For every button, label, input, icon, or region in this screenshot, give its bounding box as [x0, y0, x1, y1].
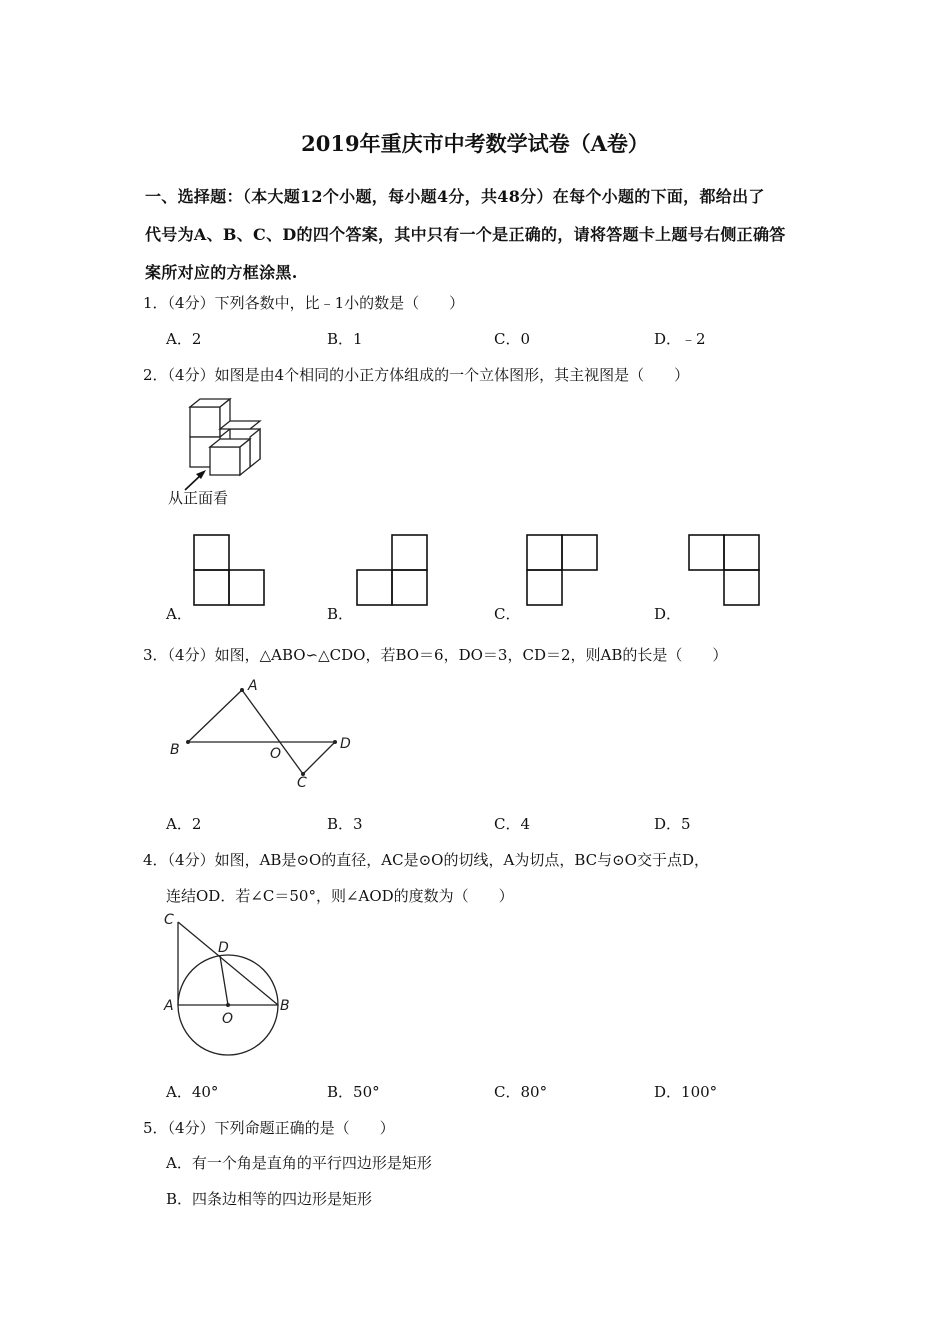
question-4-stem-line2: 连结OD．若∠C＝50°，则∠AOD的度数为（ ） — [166, 887, 514, 905]
page-title: 2019年重庆市中考数学试卷（A卷） — [301, 131, 649, 156]
section-instructions-line2: 代号为A、B、C、D的四个答案，其中只有一个是正确的，请将答题卡上题号右侧正确答 — [145, 225, 786, 244]
q2-option-a: A． — [166, 605, 192, 623]
q3-option-c: C．4 — [494, 815, 531, 833]
question-1-stem: 1．（4分）下列各数中，比﹣1小的数是（ ） — [143, 294, 465, 312]
q2-option-d: D． — [654, 605, 682, 623]
q3-label-d: D — [340, 736, 351, 752]
q4-label-d: D — [218, 940, 229, 956]
q4-option-a: A．40° — [166, 1083, 219, 1101]
q3-triangle-figure — [160, 672, 360, 792]
q2-3d-cube-figure — [160, 395, 270, 477]
q3-label-c: C — [297, 775, 307, 791]
q4-option-d: D．100° — [654, 1083, 718, 1101]
q4-label-o: O — [222, 1011, 234, 1027]
q2-option-b: B． — [327, 605, 354, 623]
q4-circle-figure — [160, 910, 300, 1060]
q4-label-c: C — [164, 912, 174, 928]
question-2-stem: 2．（4分）如图是由4个相同的小正方体组成的一个立体图形，其主视图是（ ） — [143, 366, 690, 384]
q4-option-b: B．50° — [327, 1083, 380, 1101]
q5-option-a: A．有一个角是直角的平行四边形是矩形 — [166, 1154, 432, 1172]
q3-option-d: D．5 — [654, 815, 691, 833]
q3-label-o: O — [270, 746, 282, 762]
question-3-stem: 3．（4分）如图，△ABO∽△CDO，若BO＝6，DO＝3，CD＝2，则AB的长是（ ） — [143, 646, 728, 664]
q3-option-b: B．3 — [327, 815, 363, 833]
q3-label-b: B — [170, 742, 180, 758]
q1-option-d: D．﹣2 — [654, 330, 706, 348]
q4-option-c: C．80° — [494, 1083, 548, 1101]
section-instructions-line1: 一、选择题：（本大题12个小题，每小题4分，共48分）在每个小题的下面，都给出了 — [145, 187, 765, 206]
q2-option-b-figure — [355, 533, 430, 608]
q4-label-b: B — [280, 998, 290, 1014]
section-instructions-line3: 案所对应的方框涂黑. — [145, 263, 298, 282]
q4-label-a: A — [164, 998, 174, 1014]
q3-label-a: A — [248, 678, 258, 694]
q2-option-d-figure — [687, 533, 762, 608]
q2-view-label: 从正面看 — [168, 489, 229, 507]
q2-option-a-figure — [192, 533, 267, 608]
q5-option-b: B．四条边相等的四边形是矩形 — [166, 1190, 373, 1208]
question-5-stem: 5．（4分）下列命题正确的是（ ） — [143, 1119, 395, 1137]
q1-option-a: A．2 — [166, 330, 202, 348]
question-4-stem-line1: 4．（4分）如图，AB是⊙O的直径，AC是⊙O的切线，A为切点，BC与⊙O交于点D， — [143, 851, 709, 869]
q1-option-b: B．1 — [327, 330, 363, 348]
q1-option-c: C．0 — [494, 330, 531, 348]
q2-option-c-figure — [525, 533, 600, 608]
q3-option-a: A．2 — [166, 815, 202, 833]
q2-option-c: C． — [494, 605, 521, 623]
